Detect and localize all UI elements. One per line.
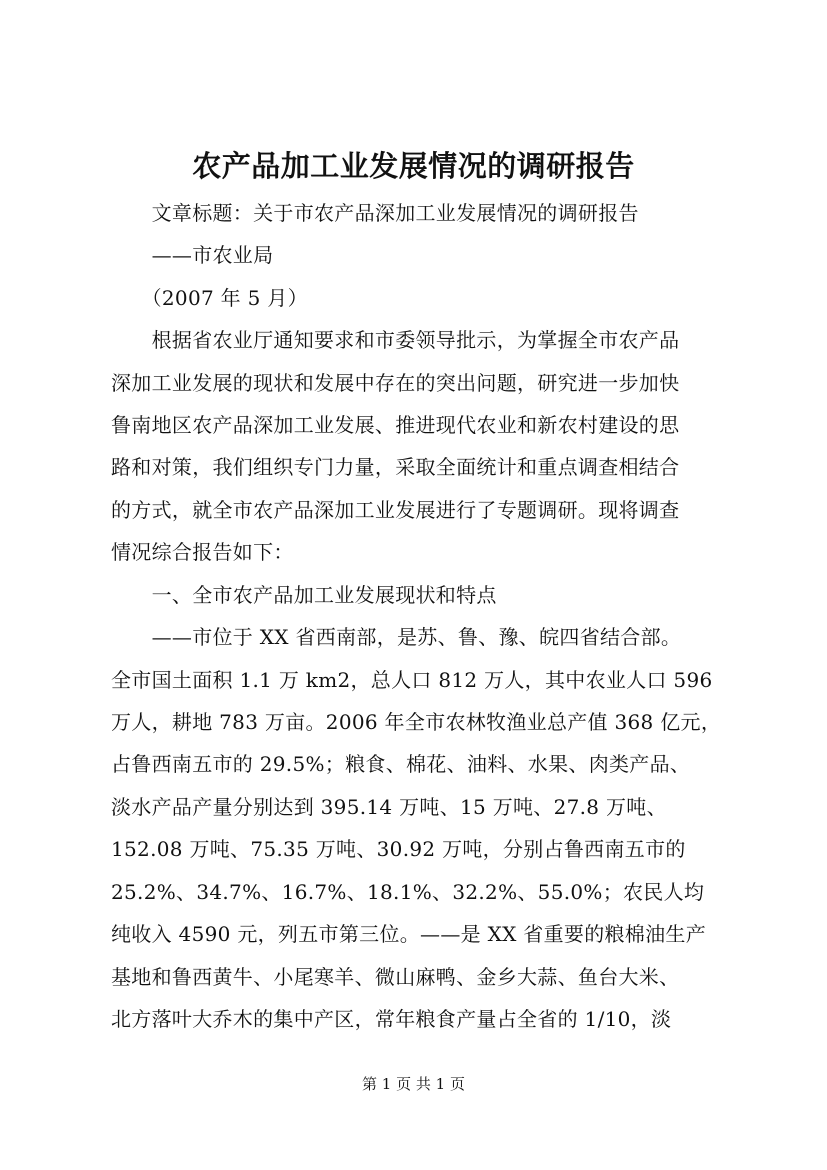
paragraph-line: 占鲁西南五市的 29.5%；粮食、棉花、油料、水果、肉类产品、 bbox=[111, 752, 691, 776]
article-title-line: 文章标题：关于市农产品深加工业发展情况的调研报告 bbox=[111, 201, 639, 225]
paragraph-line: 基地和鲁西黄牛、小尾寒羊、微山麻鸭、金乡大蒜、鱼台大米、 bbox=[111, 965, 680, 989]
section-heading: 一、全市农产品加工业发展现状和特点 bbox=[111, 583, 497, 607]
author-line: ——市农业局 bbox=[111, 243, 274, 267]
paragraph-line: 深加工业发展的现状和发展中存在的突出问题，研究进一步加快 bbox=[111, 371, 680, 395]
paragraph-line: 25.2%、34.7%、16.7%、18.1%、32.2%、55.0%；农民人均 bbox=[111, 880, 705, 904]
paragraph-line: 北方落叶大乔木的集中产区，常年粮食产量占全省的 1/10，淡 bbox=[111, 1007, 672, 1031]
paragraph-line: 全市国土面积 1.1 万 km2，总人口 812 万人，其中农业人口 596 bbox=[111, 668, 713, 692]
paragraph-line: 路和对策，我们组织专门力量，采取全面统计和重点调查相结合 bbox=[111, 455, 680, 479]
paragraph-line: 根据省农业厅通知要求和市委领导批示，为掌握全市农产品 bbox=[111, 328, 680, 352]
page-number-footer: 第 1 页 共 1 页 bbox=[362, 1075, 465, 1093]
paragraph-line: 万人，耕地 783 万亩。2006 年全市农林牧渔业总产值 368 亿元， bbox=[111, 710, 722, 734]
paragraph-line: 纯收入 4590 元，列五市第三位。——是 XX 省重要的粮棉油生产 bbox=[111, 922, 707, 946]
paragraph-line: 淡水产品产量分别达到 395.14 万吨、15 万吨、27.8 万吨、 bbox=[111, 795, 667, 819]
document-title: 农产品加工业发展情况的调研报告 bbox=[192, 149, 635, 183]
paragraph-line: 的方式，就全市农产品深加工业发展进行了专题调研。现将调查 bbox=[111, 498, 680, 522]
paragraph-line: ——市位于 XX 省西南部，是苏、鲁、豫、皖四省结合部。 bbox=[111, 625, 682, 649]
date-line: （2007 年 5 月） bbox=[111, 286, 308, 310]
paragraph-line: 152.08 万吨、75.35 万吨、30.92 万吨，分别占鲁西南五市的 bbox=[111, 837, 686, 861]
paragraph-line: 鲁南地区农产品深加工业发展、推进现代农业和新农村建设的思 bbox=[111, 413, 680, 437]
paragraph-line: 情况综合报告如下： bbox=[111, 540, 294, 564]
